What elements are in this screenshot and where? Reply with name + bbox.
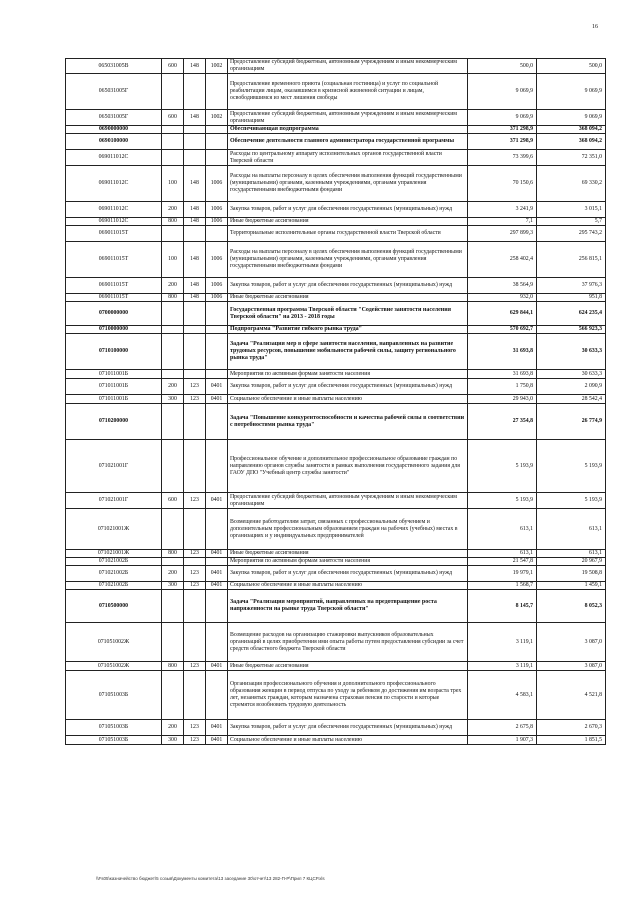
row-code: 069011012С [66, 166, 162, 202]
row-code: 069011012С [66, 202, 162, 218]
row-code: 071021002Б [66, 558, 162, 566]
row-code: 071021001Г [66, 440, 162, 493]
row-vr: 800 [162, 662, 184, 671]
row-rz: 123 [184, 395, 206, 404]
row-code: 069011012С [66, 218, 162, 226]
table-row [66, 242, 606, 278]
row-sum-2017: 2 090,9 [537, 379, 606, 395]
row-sum-2017: 30 633,3 [537, 370, 606, 379]
row-name: Задача "Повышение конкурентоспособности и качества рабочей силы в соответствии с потребностями рынка труда" [228, 404, 468, 440]
row-name: Закупка товаров, работ и услуг для обеспечения государственных (муниципальных) нужд [228, 379, 468, 395]
table-row [66, 226, 606, 242]
row-name: Возмещение расходов на организацию стажировки выпускников образовательных организаций в целях приобретения ими опыта работы путем предоставления субсидии за счет средств областного бюджета Тверской области [228, 623, 468, 662]
row-sum-2016: 5 193,9 [468, 493, 537, 509]
row-code: 071051002Ж [66, 662, 162, 671]
row-code: 071021001Ж [66, 550, 162, 558]
row-sum-2017: 5 193,9 [537, 493, 606, 509]
row-sum-2016: 613,1 [468, 509, 537, 550]
row-vr [162, 74, 184, 110]
row-code: 0690100000 [66, 134, 162, 150]
row-rz [184, 370, 206, 379]
row-sum-2017: 9 069,9 [537, 74, 606, 110]
row-code: 069011012С [66, 150, 162, 166]
row-code: 069011015Т [66, 278, 162, 294]
row-sum-2016: 70 150,6 [468, 166, 537, 202]
row-vr: 300 [162, 736, 184, 745]
row-vr: 800 [162, 294, 184, 302]
row-pr [206, 226, 228, 242]
row-vr: 600 [162, 59, 184, 74]
row-rz [184, 126, 206, 134]
row-pr: 0401 [206, 493, 228, 509]
row-pr: 0401 [206, 395, 228, 404]
row-name: Расходы на выплаты персоналу в целях обеспечения выполнения функций государственными (муниципальными) органами, казенными учреждениями, органами управления государственными внебюджетными фондами [228, 242, 468, 278]
row-code: 069011015Т [66, 226, 162, 242]
table-row [66, 134, 606, 150]
row-name: Предоставление субсидий бюджетным, автономным учреждениям и иным некоммерческим организациям [228, 493, 468, 509]
table-row [66, 720, 606, 736]
row-rz [184, 440, 206, 493]
row-sum-2017: 72 351,0 [537, 150, 606, 166]
row-rz [184, 150, 206, 166]
row-vr: 100 [162, 166, 184, 202]
row-pr [206, 326, 228, 334]
row-vr: 300 [162, 582, 184, 590]
row-sum-2016: 258 402,4 [468, 242, 537, 278]
row-sum-2017: 3 015,1 [537, 202, 606, 218]
row-rz: 123 [184, 493, 206, 509]
table-row [66, 370, 606, 379]
row-rz: 123 [184, 550, 206, 558]
row-sum-2016: 3 241,9 [468, 202, 537, 218]
row-vr [162, 623, 184, 662]
row-pr: 1006 [206, 166, 228, 202]
row-code: 069011015Т [66, 294, 162, 302]
row-rz: 123 [184, 720, 206, 736]
row-sum-2017: 613,1 [537, 509, 606, 550]
row-vr: 200 [162, 379, 184, 395]
row-vr [162, 326, 184, 334]
row-sum-2016: 31 693,8 [468, 370, 537, 379]
row-sum-2017: 295 743,2 [537, 226, 606, 242]
row-rz: 148 [184, 166, 206, 202]
row-sum-2016: 9 069,9 [468, 110, 537, 126]
row-name: Иные бюджетные ассигнования [228, 218, 468, 226]
row-sum-2017: 4 521,8 [537, 671, 606, 720]
table-row [66, 404, 606, 440]
row-sum-2016: 9 069,9 [468, 74, 537, 110]
row-name: Социальное обеспечение и иные выплаты населению [228, 736, 468, 745]
table-row [66, 166, 606, 202]
row-rz [184, 302, 206, 326]
row-vr [162, 302, 184, 326]
row-vr [162, 590, 184, 623]
table-row [66, 59, 606, 74]
table-row [66, 126, 606, 134]
row-rz [184, 404, 206, 440]
row-pr [206, 404, 228, 440]
row-sum-2016: 73 399,6 [468, 150, 537, 166]
row-pr [206, 134, 228, 150]
row-sum-2016: 629 844,1 [468, 302, 537, 326]
table-row [66, 440, 606, 493]
row-pr: 0401 [206, 379, 228, 395]
row-name: Закупка товаров, работ и услуг для обеспечения государственных (муниципальных) нужд [228, 202, 468, 218]
row-code: 0710500000 [66, 590, 162, 623]
row-code: 071011001Б [66, 379, 162, 395]
row-code: 071021002Б [66, 582, 162, 590]
row-vr: 600 [162, 110, 184, 126]
table-row [66, 74, 606, 110]
row-name: Социальное обеспечение и иные выплаты населению [228, 582, 468, 590]
row-name: Иные бюджетные ассигнования [228, 662, 468, 671]
row-rz [184, 671, 206, 720]
row-name: Иные бюджетные ассигнования [228, 294, 468, 302]
row-pr: 1006 [206, 242, 228, 278]
row-sum-2016: 8 145,7 [468, 590, 537, 623]
row-pr [206, 509, 228, 550]
table-row [66, 395, 606, 404]
row-pr: 1002 [206, 110, 228, 126]
row-sum-2016: 1 750,8 [468, 379, 537, 395]
table-row [66, 218, 606, 226]
row-pr: 0401 [206, 582, 228, 590]
row-sum-2017: 9 069,9 [537, 110, 606, 126]
table-row [66, 294, 606, 302]
row-name: Профессиональное обучение и дополнительное профессиональное образование граждан по направлению органов службы занятости в рамках выполнения государственного задания для ГАОУ ДПО "Учебный центр службы занятости" [228, 440, 468, 493]
row-sum-2016: 29 943,0 [468, 395, 537, 404]
row-rz [184, 590, 206, 623]
row-pr: 0401 [206, 550, 228, 558]
row-pr: 1006 [206, 202, 228, 218]
row-pr [206, 370, 228, 379]
row-pr [206, 150, 228, 166]
row-sum-2017: 368 094,2 [537, 126, 606, 134]
row-rz: 123 [184, 566, 206, 582]
row-vr [162, 226, 184, 242]
row-code: 071021002Б [66, 566, 162, 582]
table-row [66, 110, 606, 126]
row-sum-2016: 932,0 [468, 294, 537, 302]
row-pr: 1006 [206, 294, 228, 302]
row-pr: 0401 [206, 566, 228, 582]
row-vr: 200 [162, 720, 184, 736]
row-name: Государственная программа Тверской области "Содействие занятости населения Тверской области" на 2013 - 2018 годы [228, 302, 468, 326]
row-name: Задача "Реализация мероприятий, направленных на предотвращение роста напряженности на рынке труда Тверской области" [228, 590, 468, 623]
row-code: 0700000000 [66, 302, 162, 326]
row-pr [206, 334, 228, 370]
row-rz: 148 [184, 242, 206, 278]
row-pr: 1006 [206, 278, 228, 294]
row-pr [206, 671, 228, 720]
row-name: Закупка товаров, работ и услуг для обеспечения государственных (муниципальных) нужд [228, 566, 468, 582]
row-pr [206, 302, 228, 326]
row-rz: 148 [184, 110, 206, 126]
row-sum-2017: 8 052,3 [537, 590, 606, 623]
file-path-footer: \\Fs05\казначейство бюджет\5 созыв\Документы комитета\13 заседание 30\отчет\13 282-П-Р\Прил 7 КЦСР.xls [96, 876, 325, 881]
table-row [66, 662, 606, 671]
row-sum-2016: 38 564,9 [468, 278, 537, 294]
row-pr [206, 558, 228, 566]
table-row [66, 326, 606, 334]
row-vr: 800 [162, 218, 184, 226]
row-sum-2016: 5 193,9 [468, 440, 537, 493]
row-pr: 1006 [206, 218, 228, 226]
row-sum-2016: 27 354,8 [468, 404, 537, 440]
row-rz: 148 [184, 218, 206, 226]
row-sum-2017: 2 670,3 [537, 720, 606, 736]
row-name: Закупка товаров, работ и услуг для обеспечения государственных (муниципальных) нужд [228, 278, 468, 294]
row-vr [162, 370, 184, 379]
page-number: 16 [592, 24, 598, 30]
row-sum-2016: 7,1 [468, 218, 537, 226]
row-pr [206, 126, 228, 134]
row-code: 0710000000 [66, 326, 162, 334]
row-sum-2016: 371 298,9 [468, 134, 537, 150]
table-row [66, 550, 606, 558]
table-row [66, 379, 606, 395]
row-vr: 200 [162, 566, 184, 582]
table-row [66, 509, 606, 550]
table-row [66, 671, 606, 720]
row-sum-2017: 30 633,3 [537, 334, 606, 370]
row-sum-2017: 624 235,4 [537, 302, 606, 326]
row-vr: 200 [162, 202, 184, 218]
row-code: 071021001Ж [66, 509, 162, 550]
row-name: Организация профессионального обучения и дополнительного профессионального образования женщин в период отпуска по уходу за ребенком до достижения им возраста трех лет, незанятых граждан, которым назначена страховая пенсия по старости и которые стремятся возобновить трудовую деятельность [228, 671, 468, 720]
row-rz [184, 134, 206, 150]
table-row [66, 736, 606, 745]
row-name: Расходы по центральному аппарату исполнительных органов государственной власти Тверской области [228, 150, 468, 166]
row-pr: 0401 [206, 662, 228, 671]
table-row [66, 558, 606, 566]
row-rz: 148 [184, 59, 206, 74]
table-row [66, 150, 606, 166]
row-name: Предоставление субсидий бюджетным, автономным учреждениям и иным некоммерческим организациям [228, 110, 468, 126]
row-sum-2017: 368 094,2 [537, 134, 606, 150]
row-sum-2016: 31 693,8 [468, 334, 537, 370]
row-rz [184, 74, 206, 110]
row-vr [162, 150, 184, 166]
row-sum-2016: 21 547,8 [468, 558, 537, 566]
row-sum-2017: 69 330,2 [537, 166, 606, 202]
row-rz [184, 558, 206, 566]
row-code: 069011015Т [66, 242, 162, 278]
row-code: 065031005Г [66, 74, 162, 110]
row-rz [184, 334, 206, 370]
row-code: 071011001Б [66, 370, 162, 379]
row-vr: 200 [162, 278, 184, 294]
table-row [66, 566, 606, 582]
row-sum-2016: 297 899,3 [468, 226, 537, 242]
row-pr [206, 590, 228, 623]
row-rz [184, 326, 206, 334]
row-sum-2017: 5,7 [537, 218, 606, 226]
row-sum-2017: 613,1 [537, 550, 606, 558]
row-rz [184, 509, 206, 550]
row-code: 0690000000 [66, 126, 162, 134]
row-sum-2017: 37 976,3 [537, 278, 606, 294]
row-name: Мероприятия по активным формам занятости населения [228, 370, 468, 379]
table-row [66, 334, 606, 370]
table-row [66, 590, 606, 623]
row-sum-2017: 19 508,8 [537, 566, 606, 582]
budget-table-container [65, 58, 605, 745]
row-sum-2017: 566 923,3 [537, 326, 606, 334]
row-name: Задача "Реализация мер в сфере занятости населения, направленных на развитие трудовых ресурсов, повышение мобильности рабочей силы, защиту регионального рынка труда" [228, 334, 468, 370]
budget-table [65, 58, 606, 745]
row-rz [184, 226, 206, 242]
table-row [66, 493, 606, 509]
row-pr: 0401 [206, 720, 228, 736]
row-sum-2017: 1 851,5 [537, 736, 606, 745]
row-sum-2017: 26 774,9 [537, 404, 606, 440]
row-sum-2016: 3 119,1 [468, 662, 537, 671]
row-rz: 148 [184, 278, 206, 294]
row-code: 065031005В [66, 59, 162, 74]
row-name: Обеспечение деятельности главного администратора государственной программы [228, 134, 468, 150]
row-sum-2017: 500,0 [537, 59, 606, 74]
row-sum-2016: 500,0 [468, 59, 537, 74]
row-vr: 300 [162, 395, 184, 404]
row-name: Территориальные исполнительные органы государственной власти Тверской области [228, 226, 468, 242]
row-name: Иные бюджетные ассигнования [228, 550, 468, 558]
row-rz: 123 [184, 736, 206, 745]
row-name: Социальное обеспечение и иные выплаты населению [228, 395, 468, 404]
row-vr [162, 671, 184, 720]
row-rz [184, 623, 206, 662]
row-name: Расходы на выплаты персоналу в целях обеспечения выполнения функций государственными (муниципальными) органами, казенными учреждениями, органами управления государственными внебюджетными фондами [228, 166, 468, 202]
row-sum-2017: 3 087,0 [537, 662, 606, 671]
row-vr [162, 404, 184, 440]
row-sum-2017: 1 459,1 [537, 582, 606, 590]
row-vr [162, 509, 184, 550]
row-vr [162, 134, 184, 150]
row-sum-2017: 5 193,9 [537, 440, 606, 493]
row-code: 071021001Г [66, 493, 162, 509]
row-sum-2016: 570 692,7 [468, 326, 537, 334]
row-sum-2016: 371 298,9 [468, 126, 537, 134]
row-sum-2016: 4 583,1 [468, 671, 537, 720]
row-name: Предоставление временного приюта (социальная гостиница) и услуг по социальной реабилитации лицам, оказавшимся в кризисной жизненной ситуации и лицам, освободившимся из мест лишения свободы [228, 74, 468, 110]
row-sum-2017: 256 815,1 [537, 242, 606, 278]
row-name: Подпрограмма "Развитие гибкого рынка труда" [228, 326, 468, 334]
table-row [66, 623, 606, 662]
row-pr: 1002 [206, 59, 228, 74]
row-sum-2016: 1 568,7 [468, 582, 537, 590]
row-name: Обеспечивающая подпрограмма [228, 126, 468, 134]
row-vr: 800 [162, 550, 184, 558]
row-rz: 123 [184, 379, 206, 395]
row-sum-2016: 19 979,1 [468, 566, 537, 582]
row-vr [162, 126, 184, 134]
row-name: Мероприятия по активным формам занятости населения [228, 558, 468, 566]
row-name: Возмещение работодателям затрат, связанных с профессиональным обучением и дополнительным профессиональным образованием граждан на рабочих (учебных) местах в организациях и у индивидуальных предпринимателей [228, 509, 468, 550]
row-pr [206, 440, 228, 493]
row-vr: 100 [162, 242, 184, 278]
row-pr [206, 74, 228, 110]
row-rz: 148 [184, 202, 206, 218]
row-vr [162, 440, 184, 493]
table-row [66, 202, 606, 218]
row-rz: 123 [184, 662, 206, 671]
table-row [66, 582, 606, 590]
row-sum-2016: 3 119,1 [468, 623, 537, 662]
row-vr: 600 [162, 493, 184, 509]
row-code: 071011001Б [66, 395, 162, 404]
row-sum-2017: 951,8 [537, 294, 606, 302]
row-code: 065031005Г [66, 110, 162, 126]
row-code: 071051002Ж [66, 623, 162, 662]
row-sum-2017: 28 542,4 [537, 395, 606, 404]
row-rz: 123 [184, 582, 206, 590]
row-code: 0710100000 [66, 334, 162, 370]
row-vr [162, 334, 184, 370]
row-sum-2016: 1 907,3 [468, 736, 537, 745]
row-sum-2017: 20 967,9 [537, 558, 606, 566]
row-code: 071051003Б [66, 720, 162, 736]
row-vr [162, 558, 184, 566]
row-name: Предоставление субсидий бюджетным, автономным учреждениям и иным некоммерческим организациям [228, 59, 468, 74]
budget-table-body [66, 59, 606, 745]
row-sum-2017: 3 087,0 [537, 623, 606, 662]
row-code: 071051003Б [66, 736, 162, 745]
row-sum-2016: 2 675,8 [468, 720, 537, 736]
table-row [66, 278, 606, 294]
row-pr [206, 623, 228, 662]
row-code: 0710200000 [66, 404, 162, 440]
row-name: Закупка товаров, работ и услуг для обеспечения государственных (муниципальных) нужд [228, 720, 468, 736]
row-rz: 148 [184, 294, 206, 302]
row-sum-2016: 613,1 [468, 550, 537, 558]
table-row [66, 302, 606, 326]
row-pr: 0401 [206, 736, 228, 745]
row-code: 071051003Б [66, 671, 162, 720]
